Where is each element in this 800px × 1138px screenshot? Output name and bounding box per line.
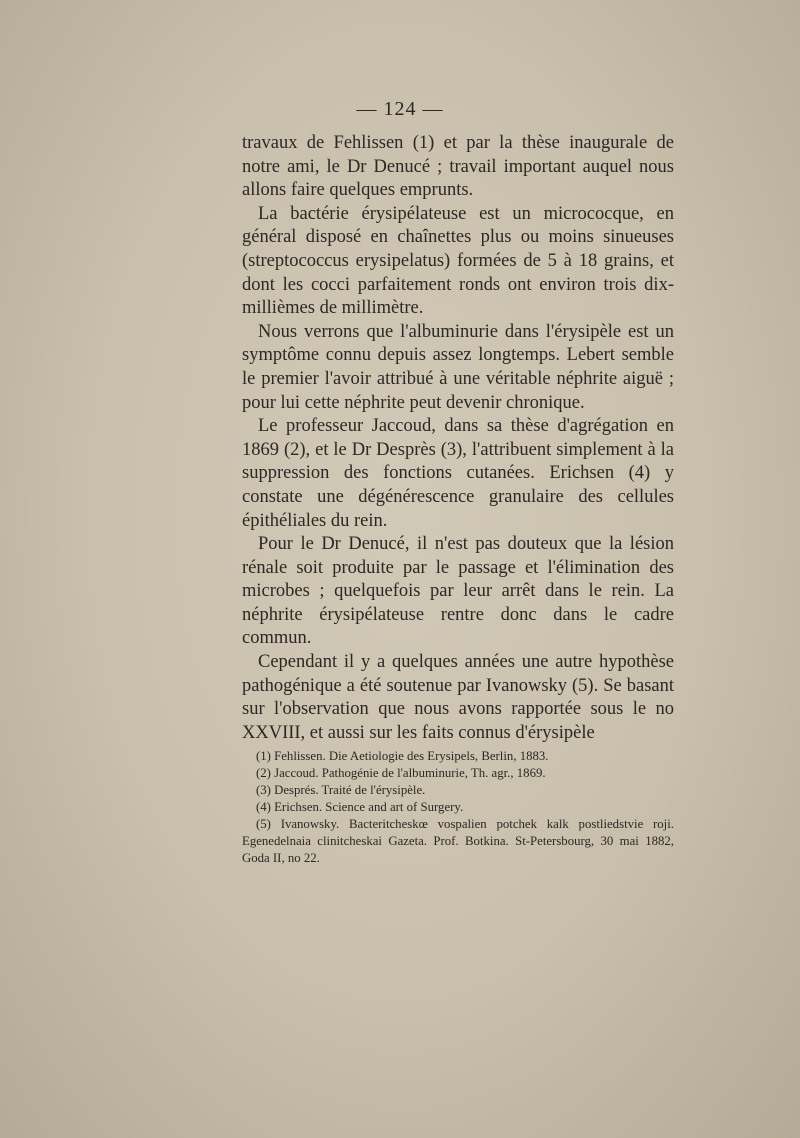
paragraph: La bactérie érysipélateuse est un micrococque, en général disposé en chaînettes plus ou moins sinueuses (streptococcus erysipelatus) formées de 5 à 18 grains, et dont les cocci parfaitement ronds ont environ trois dix-millièmes de millimètre. — [242, 203, 674, 319]
page-number: — 124 — — [356, 98, 444, 120]
footnote: (2) Jaccoud. Pathogénie de l'albuminurie, Th. agr., 1869. — [256, 766, 546, 780]
paragraph: Nous verrons que l'albuminurie dans l'érysipèle est un symptôme connu depuis assez longtemps. Lebert semble le premier l'avoir attribué à une véritable néphrite aiguë ; pour lui cette néphrite peut devenir chronique. — [242, 321, 674, 413]
footnotes — [242, 748, 674, 867]
body-text — [242, 132, 674, 745]
paragraph: Pour le Dr Denucé, il n'est pas douteux que la lésion rénale soit produite par le passage et l'élimination des microbes ; quelquefois par leur arrêt dans le rein. La néphrite érysipélateuse rentre donc dans le cadre commun. — [242, 534, 674, 649]
footnote: (5) Ivanowsky. Bacteritcheskœ vospalien potchek kalk postliedstvie roji. Egenedelnaia clinitcheskai Gazeta. Prof. Botkina. St-Petersbourg, 30 mai 1882, Goda II, no 22. — [242, 817, 674, 865]
paragraph: Cependant il y a quelques années une autre hypothèse pathogénique a été soutenue par Ivanowsky (5). Se basant sur l'observation que nous avons rapportée sous le no XXVIII, et aussi sur les faits connus d'érysipèle — [242, 652, 674, 743]
footnote: (1) Fehlissen. Die Aetiologie des Erysipels, Berlin, 1883. — [256, 749, 549, 763]
footnote: (4) Erichsen. Science and art of Surgery. — [256, 800, 464, 814]
paragraph: Le professeur Jaccoud, dans sa thèse d'agrégation en 1869 (2), et le Dr Desprès (3), l'attribuent simplement à la suppression des fonctions cutanées. Erichsen (4) y constate une dégénérescence granulaire des cellules épithéliales du rein. — [242, 416, 674, 531]
paragraph: travaux de Fehlissen (1) et par la thèse inaugurale de notre ami, le Dr Denucé ; travail important auquel nous allons faire quelques emprunts. — [242, 133, 674, 201]
footnote: (3) Després. Traité de l'érysipèle. — [256, 783, 426, 797]
